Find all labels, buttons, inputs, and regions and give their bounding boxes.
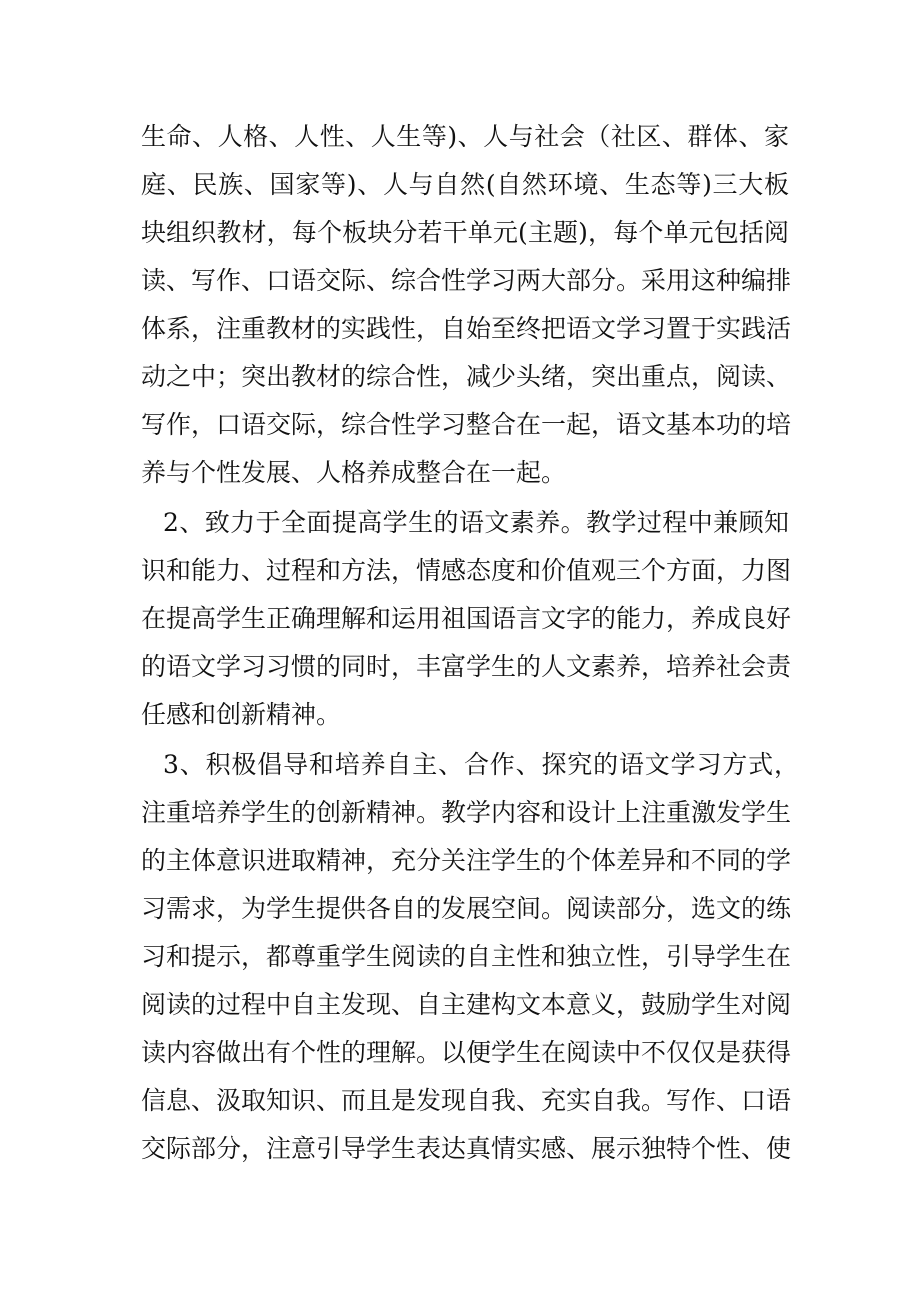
- text-line: 注重培养学生的创新精神。教学内容和设计上注重激发学生: [141, 798, 792, 827]
- text-line: 阅读的过程中自主发现、自主建构文本意义，鼓励学生对阅: [141, 990, 792, 1019]
- text-line: 写作，口语交际，综合性学习整合在一起，语文基本功的培: [141, 410, 792, 439]
- text-line: 生命、人格、人性、人生等)、人与社会（社区、群体、家: [141, 122, 789, 151]
- text-line: 交际部分，注意引导学生表达真情实感、展示独特个性、使: [141, 1134, 792, 1163]
- text-line: 2、致力于全面提高学生的语文素养。教学过程中兼顾知: [163, 508, 789, 537]
- paragraph-1: [141, 113, 792, 497]
- text-line: 体系，注重教材的实践性，自始至终把语文学习置于实践活: [141, 314, 792, 343]
- document-page: [141, 113, 799, 1175]
- text-line: 识和能力、过程和方法，情感态度和价值观三个方面，力图: [141, 556, 792, 585]
- text-line: 的主体意识进取精神，充分关注学生的个体差异和不同的学: [141, 846, 792, 875]
- text-line: 庭、民族、国家等)、人与自然(自然环境、生态等)三大板: [141, 170, 789, 199]
- text-line: 信息、汲取知识、而且是发现自我、充实自我。写作、口语: [141, 1086, 792, 1115]
- text-line: 块组织教材，每个板块分若干单元(主题)，每个单元包括阅: [141, 218, 789, 247]
- text-line: 养与个性发展、人格养成整合在一起。: [141, 458, 567, 487]
- text-line: 任感和创新精神。: [141, 700, 342, 729]
- paragraph-2: [141, 499, 792, 739]
- text-line: 3、积极倡导和培养自主、合作、探究的语文学习方式，: [163, 750, 799, 779]
- text-line: 的语文学习习惯的同时，丰富学生的人文素养，培养社会责: [141, 652, 792, 681]
- paragraph-3: [141, 741, 799, 1173]
- text-line: 习需求，为学生提供各自的发展空间。阅读部分，选文的练: [141, 894, 792, 923]
- text-line: 在提高学生正确理解和运用祖国语言文字的能力，养成良好: [141, 604, 792, 633]
- text-line: 习和提示，都尊重学生阅读的自主性和独立性，引导学生在: [141, 942, 792, 971]
- text-line: 读、写作、口语交际、综合性学习两大部分。采用这种编排: [141, 266, 792, 295]
- text-line: 读内容做出有个性的理解。以便学生在阅读中不仅仅是获得: [141, 1038, 792, 1067]
- text-line: 动之中；突出教材的综合性，减少头绪，突出重点，阅读、: [141, 362, 792, 391]
